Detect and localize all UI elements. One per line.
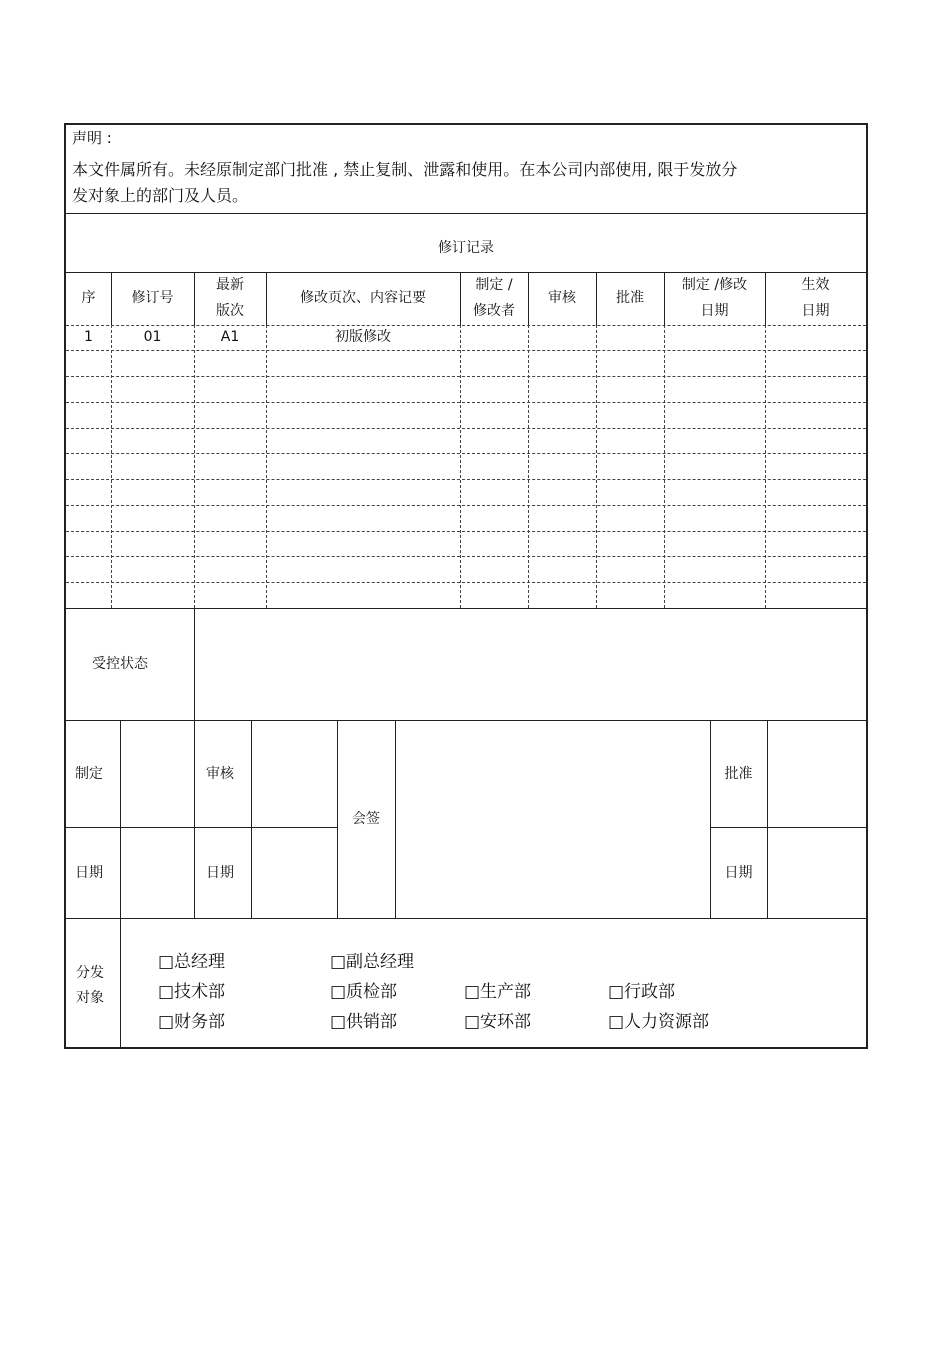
table-rule xyxy=(66,720,866,721)
date-label-made: 日期 xyxy=(75,865,103,881)
statement-heading: 声明 : xyxy=(72,129,112,147)
row-1-rev-no: 01 xyxy=(143,329,162,345)
revision-title: 修订记录 xyxy=(438,240,494,256)
table-rule xyxy=(194,608,195,720)
table-rule xyxy=(66,827,337,828)
row-1-seq: 1 xyxy=(84,329,93,345)
header-effective-2: 日期 xyxy=(801,303,830,319)
table-rule xyxy=(767,720,768,918)
table-rule xyxy=(266,325,267,608)
table-rule xyxy=(66,582,866,583)
checkbox-safety-env-dept[interactable]: □安环部 xyxy=(464,1012,532,1032)
date-label-review: 日期 xyxy=(206,865,234,881)
header-seq: 序 xyxy=(81,290,96,306)
table-rule xyxy=(66,376,866,377)
distribution-label-2: 对象 xyxy=(76,990,104,1006)
table-rule xyxy=(194,720,195,918)
table-rule xyxy=(66,350,866,351)
header-effective-1: 生效 xyxy=(801,277,830,293)
table-rule xyxy=(596,325,597,608)
checkbox-admin-dept[interactable]: □行政部 xyxy=(608,982,676,1002)
review-label: 审核 xyxy=(206,766,234,782)
table-rule xyxy=(66,918,866,919)
table-rule xyxy=(460,325,461,608)
table-rule xyxy=(66,531,866,532)
table-rule xyxy=(111,325,112,608)
distribution-label-1: 分发 xyxy=(76,965,104,981)
checkbox-general-manager[interactable]: □总经理 xyxy=(158,952,226,972)
checkbox-supply-sales-dept[interactable]: □供销部 xyxy=(330,1012,398,1032)
table-rule xyxy=(66,428,866,429)
date-label-approve: 日期 xyxy=(724,865,753,881)
table-rule xyxy=(664,325,665,608)
checkbox-production-dept[interactable]: □生产部 xyxy=(464,982,532,1002)
table-rule xyxy=(66,402,866,403)
table-rule xyxy=(66,505,866,506)
made-label: 制定 xyxy=(75,766,103,782)
header-date-1: 制定 /修改 xyxy=(681,277,748,293)
table-rule xyxy=(710,720,711,918)
table-rule xyxy=(66,608,866,609)
statement-line-1: 本文件属所有。未经原制定部门批准 , 禁止复制、泄露和使用。在本公司内部使用, 限于发放分 xyxy=(72,160,738,179)
header-author-2: 修改者 xyxy=(473,303,515,319)
checkbox-deputy-general-manager[interactable]: □副总经理 xyxy=(330,952,415,972)
checkbox-quality-dept[interactable]: □质检部 xyxy=(330,982,398,1002)
table-rule xyxy=(66,556,866,557)
header-author-1: 制定 / xyxy=(475,277,513,293)
table-rule xyxy=(194,325,195,608)
table-rule xyxy=(710,827,866,828)
statement-line-2: 发对象上的部门及人员。 xyxy=(72,186,249,205)
header-rev-no: 修订号 xyxy=(131,290,174,306)
table-rule xyxy=(251,720,252,918)
table-rule xyxy=(395,720,396,918)
checkbox-finance-dept[interactable]: □财务部 xyxy=(158,1012,226,1032)
checkbox-hr-dept[interactable]: □人力资源部 xyxy=(608,1012,710,1032)
table-rule xyxy=(765,325,766,608)
checkbox-technology-dept[interactable]: □技术部 xyxy=(158,982,226,1002)
row-1-version: A1 xyxy=(220,329,240,345)
control-status-label: 受控状态 xyxy=(92,656,148,672)
header-approve: 批准 xyxy=(616,290,644,306)
header-content: 修改页次、内容记要 xyxy=(300,290,426,306)
table-rule xyxy=(528,325,529,608)
divider xyxy=(66,213,866,214)
header-date-2: 日期 xyxy=(700,303,729,319)
table-rule xyxy=(66,453,866,454)
row-1-content: 初版修改 xyxy=(335,329,391,345)
header-review: 审核 xyxy=(548,290,576,306)
countersign-label: 会签 xyxy=(352,811,380,827)
header-version-1: 最新 xyxy=(216,277,244,293)
document-form xyxy=(64,123,868,1049)
table-rule xyxy=(66,479,866,480)
header-version-2: 版次 xyxy=(216,303,244,319)
approve-label: 批准 xyxy=(724,766,753,782)
table-rule xyxy=(120,720,121,1049)
